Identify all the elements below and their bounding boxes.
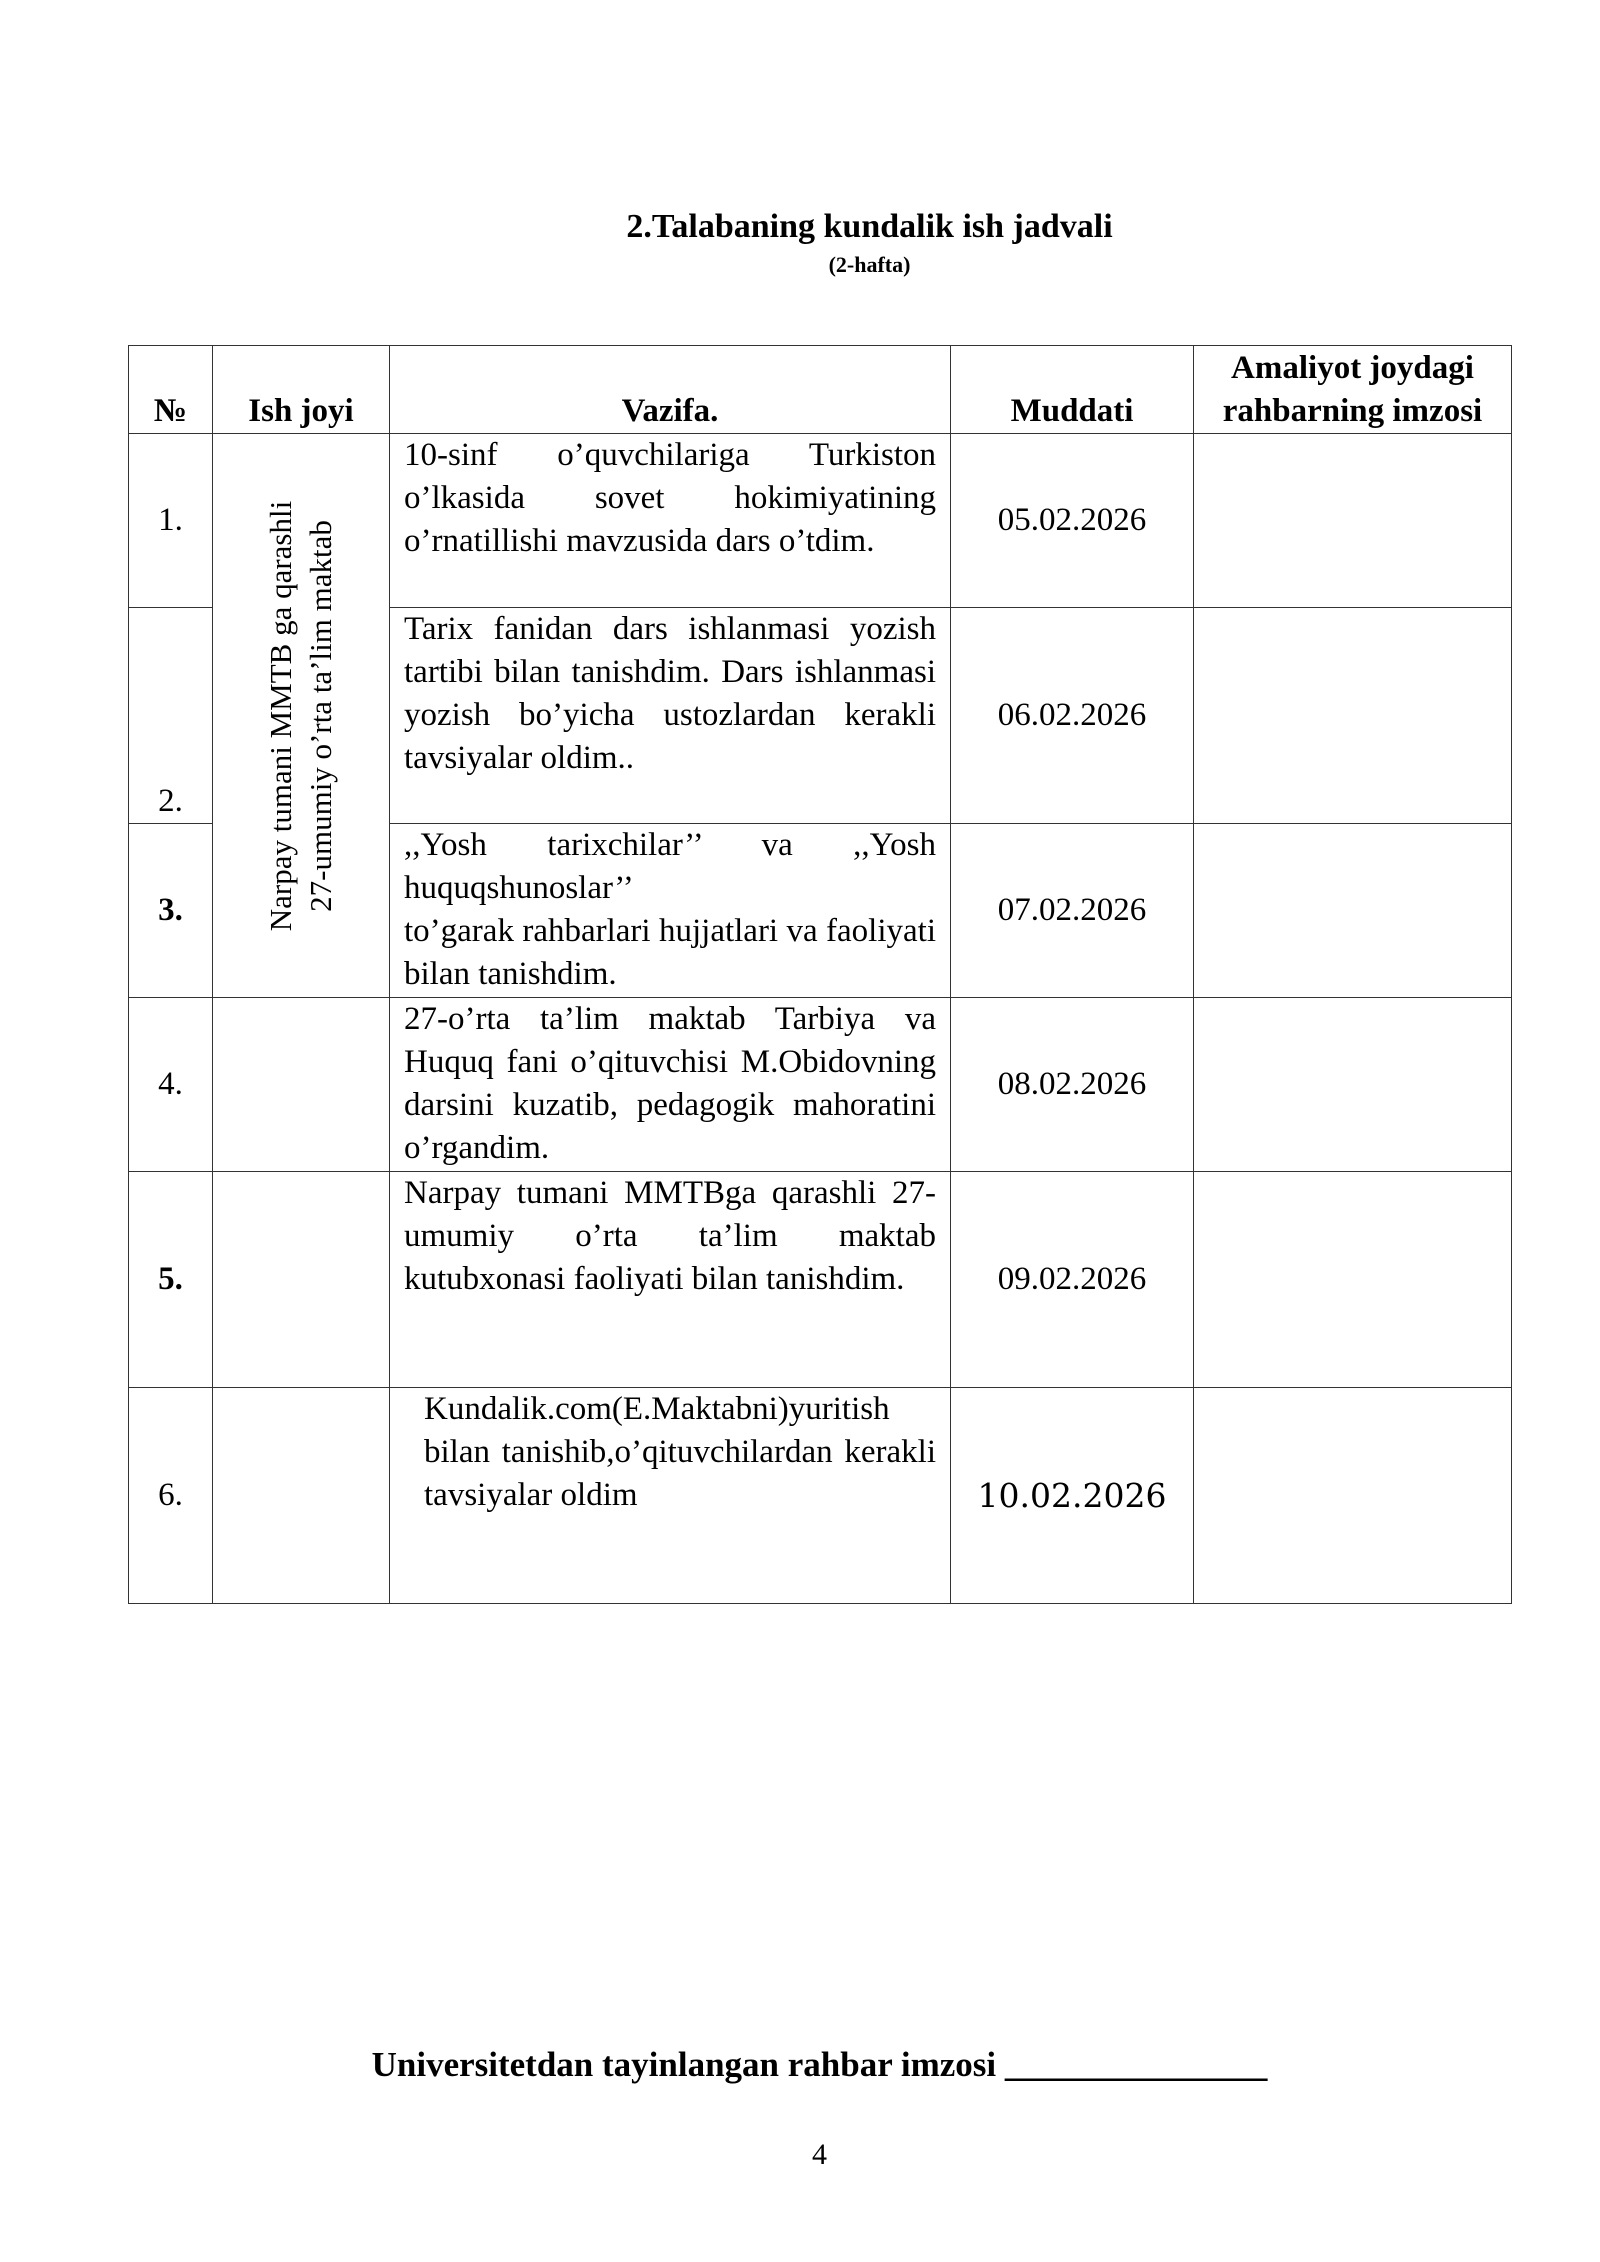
document-title: 2.Talabaning kundalik ish jadvali	[626, 208, 1113, 245]
task-cell	[390, 824, 951, 998]
work-place-vertical-text	[261, 500, 341, 930]
task-text: Narpay tumani MMTBga qarashli 27-umumiy o’rta ta’lim maktab kutubxonasi faoliyati bilan tanishdim.	[404, 1175, 936, 1297]
row-number: 4.	[129, 998, 213, 1172]
table-row	[129, 1388, 1512, 1604]
task-cell	[390, 608, 951, 824]
date-cell: 10.02.2026	[951, 1388, 1194, 1604]
date-cell: 05.02.2026	[951, 434, 1194, 608]
task-cell	[390, 434, 951, 608]
task-cell	[390, 998, 951, 1172]
supervisor-signature-line: Universitetdan tayinlangan rahbar imzosi _______________	[371, 2045, 1268, 2084]
task-text: Tarix fanidan dars ishlanmasi yozish tartibi bilan tanishdim. Dars ishlanmasi yozish bo’yicha ustozlardan kerakli tavsiyalar oldim..	[404, 611, 936, 776]
task-cell	[390, 1172, 951, 1388]
row-number: 2.	[129, 608, 213, 824]
date-cell: 08.02.2026	[951, 998, 1194, 1172]
work-place-cell-empty	[213, 1388, 390, 1604]
task-text: Kundalik.com(E.Maktabni)yuritish bilan tanishib,o’qituvchilardan kerakli tavsiyalar oldim	[424, 1391, 936, 1513]
work-place-cell	[213, 434, 390, 998]
table-row	[129, 1172, 1512, 1388]
header-no: №	[129, 346, 213, 434]
header-signature-line1: Amaliyot joydagi	[1231, 350, 1474, 386]
task-cell	[390, 1388, 951, 1604]
date-cell: 09.02.2026	[951, 1172, 1194, 1388]
task-text-line2: to’garak rahbarlari hujjatlari va faoliyati bilan tanishdim.	[404, 913, 936, 992]
row-number: 5.	[129, 1172, 213, 1388]
work-place-cell-empty	[213, 1172, 390, 1388]
table-header-row	[129, 346, 1512, 434]
signature-cell	[1194, 608, 1512, 824]
task-text: 27-o’rta ta’lim maktab Tarbiya va Huquq fani o’qituvchisi M.Obidovning darsini kuzatib, pedagogik mahoratini o’rgandim.	[404, 1001, 936, 1166]
header-deadline: Muddati	[951, 346, 1194, 434]
date-cell: 07.02.2026	[951, 824, 1194, 998]
table-row	[129, 998, 1512, 1172]
work-place-line1: Narpay tumani MMTB ga qarashli	[263, 500, 298, 931]
table-row	[129, 434, 1512, 608]
work-schedule-table	[128, 345, 1512, 1604]
header-signature	[1194, 346, 1512, 434]
header-task: Vazifa.	[390, 346, 951, 434]
signature-cell	[1194, 1388, 1512, 1604]
work-place-cell-empty	[213, 998, 390, 1172]
signature-cell	[1194, 1172, 1512, 1388]
row-number: 1.	[129, 434, 213, 608]
signature-cell	[1194, 998, 1512, 1172]
date-cell: 06.02.2026	[951, 608, 1194, 824]
header-place: Ish joyi	[213, 346, 390, 434]
page-number: 4	[812, 2138, 827, 2171]
signature-cell	[1194, 434, 1512, 608]
task-text-line1: ,,Yosh tarixchilar’’ va ,,Yosh huquqshunoslar’’	[404, 827, 936, 906]
row-number: 6.	[129, 1388, 213, 1604]
document-subtitle: (2-hafta)	[828, 252, 911, 277]
header-signature-line2: rahbarning imzosi	[1222, 393, 1483, 429]
row-number: 3.	[129, 824, 213, 998]
task-text: 10-sinf o’quvchilariga Turkiston o’lkasida sovet hokimiyatining o’rnatillishi mavzusida dars o’tdim.	[404, 437, 936, 559]
signature-cell	[1194, 824, 1512, 998]
work-place-line2: 27-umumiy o’rta ta’lim maktab	[303, 519, 338, 912]
